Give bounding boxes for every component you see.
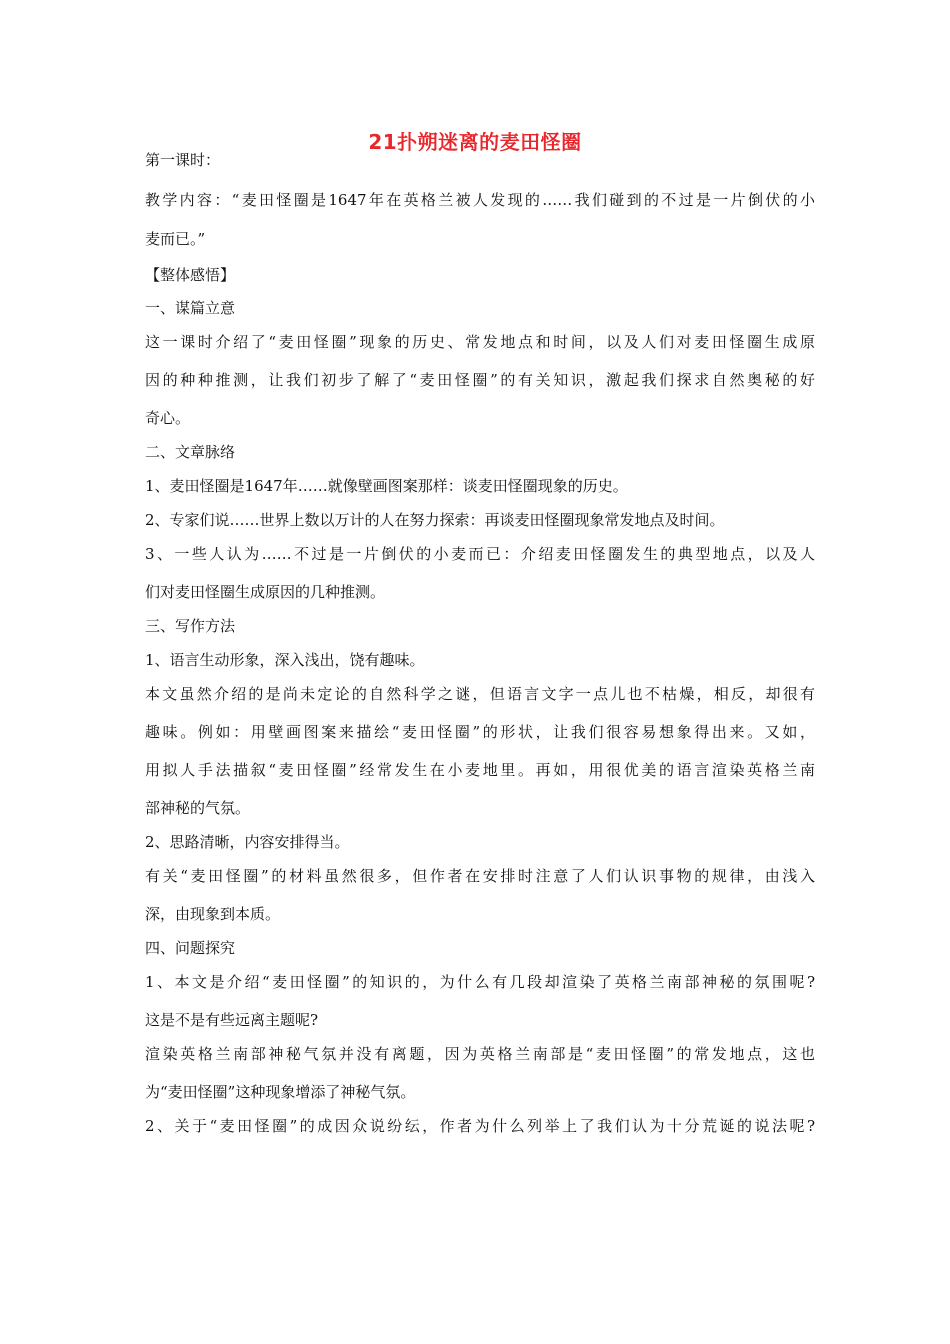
text-line: 这一课时介绍了“麦田怪圈”现象的历史、常发地点和时间，以及人们对麦田怪圈生成原 <box>145 333 815 351</box>
text-line: 本文虽然介绍的是尚未定论的自然科学之谜，但语言文字一点儿也不枯燥，相反，却很有 <box>145 685 815 703</box>
text-line: 2、关于“麦田怪圈”的成因众说纷纭，作者为什么列举上了我们认为十分荒诞的说法呢? <box>145 1117 815 1135</box>
text-line: 1、本文是介绍“麦田怪圈”的知识的，为什么有几段却渲染了英格兰南部神秘的氛围呢? <box>145 973 815 991</box>
document-body <box>145 150 815 1134</box>
text-line: 1、麦田怪圈是1647年……就像壁画图案那样：谈麦田怪圈现象的历史。 <box>145 477 628 495</box>
text-line: 麦而已。” <box>145 230 206 248</box>
text-line: 因的种种推测，让我们初步了解了“麦田怪圈”的有关知识，激起我们探求自然奥秘的好 <box>145 371 815 389</box>
text-line: 渲染英格兰南部神秘气氛并没有离题，因为英格兰南部是“麦田怪圈”的常发地点，这也 <box>145 1045 815 1063</box>
text-line: 深，由现象到本质。 <box>145 905 281 923</box>
text-line: 为“麦田怪圈”这种现象增添了神秘气氛。 <box>145 1083 416 1101</box>
text-line: 一、谋篇立意 <box>145 299 236 317</box>
text-line: 这是不是有些远离主题呢? <box>145 1011 319 1029</box>
text-line: 2、思路清晰，内容安排得当。 <box>145 833 350 851</box>
text-line: 第一课时： <box>145 151 221 169</box>
text-line: 教学内容：“麦田怪圈是1647年在英格兰被人发现的……我们碰到的不过是一片倒伏的小 <box>145 191 815 209</box>
text-line: 用拟人手法描叙“麦田怪圈”经常发生在小麦地里。再如，用很优美的语言渲染英格兰南 <box>145 761 815 779</box>
text-line: 1、语言生动形象，深入浅出，饶有趣味。 <box>145 651 425 669</box>
text-line: 3、一些人认为……不过是一片倒伏的小麦而已：介绍麦田怪圈发生的典型地点，以及人 <box>145 545 815 563</box>
text-line: 趣味。例如：用壁画图案来描绘“麦田怪圈”的形状，让我们很容易想象得出来。又如， <box>145 723 815 741</box>
document-title: 21扑朔迷离的麦田怪圈 <box>368 130 582 154</box>
text-line: 四、问题探究 <box>145 939 236 957</box>
text-line: 有关“麦田怪圈”的材料虽然很多，但作者在安排时注意了人们认识事物的规律，由浅入 <box>145 867 815 885</box>
text-line: 二、文章脉络 <box>145 443 236 461</box>
text-line: 2、专家们说……世界上数以万计的人在努力探索：再谈麦田怪圈现象常发地点及时间。 <box>145 511 725 529</box>
text-line: 部神秘的气氛。 <box>145 799 251 817</box>
text-line: 奇心。 <box>145 409 191 427</box>
text-line: 们对麦田怪圈生成原因的几种推测。 <box>145 583 386 601</box>
text-line: 三、写作方法 <box>145 617 236 635</box>
text-line: 【整体感悟】 <box>145 266 236 284</box>
